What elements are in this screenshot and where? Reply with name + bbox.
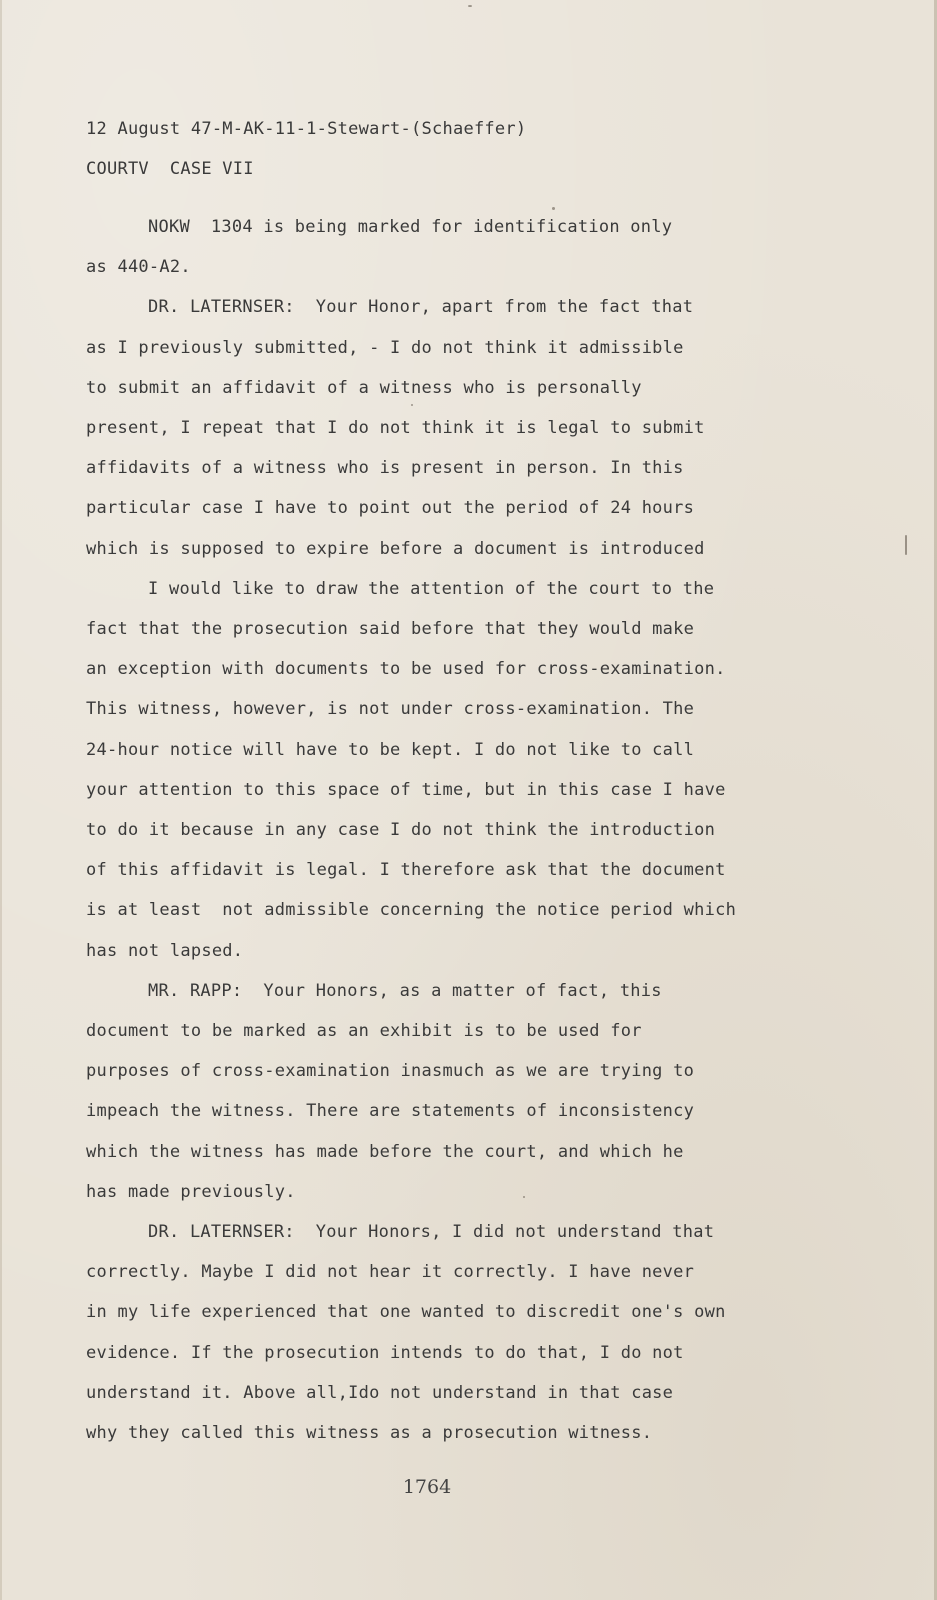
paper-speck — [552, 207, 555, 210]
paragraph-line: 24-hour notice will have to be kept. I do not like to call — [86, 740, 695, 760]
paragraph-line: as I previously submitted, - I do not think it admissible — [86, 338, 684, 358]
paragraph-line: your attention to this space of time, but in this case I have — [86, 780, 726, 800]
paragraph-line: MR. RAPP: Your Honors, as a matter of fact, this — [148, 981, 662, 1001]
paragraph-line: which the witness has made before the court, and which he — [86, 1142, 684, 1162]
paragraph-line: present, I repeat that I do not think it is legal to submit — [86, 418, 705, 438]
paragraph-line: in my life experienced that one wanted to discredit one's own — [86, 1302, 726, 1322]
paper-speck — [523, 1196, 525, 1198]
court-case-line: COURTV CASE VII — [86, 159, 254, 179]
paragraph-line: affidavits of a witness who is present in person. In this — [86, 458, 684, 478]
paragraph-line: DR. LATERNSER: Your Honor, apart from the fact that — [148, 297, 694, 317]
paragraph-line: purposes of cross-examination inasmuch as we are trying to — [86, 1061, 695, 1081]
paragraph-line: has not lapsed. — [86, 941, 244, 961]
paragraph-line: is at least not admissible concerning the notice period which — [86, 900, 737, 920]
paragraph-line: evidence. If the prosecution intends to do that, I do not — [86, 1343, 684, 1363]
paper-speck — [468, 5, 472, 7]
paragraph-line: impeach the witness. There are statements of inconsistency — [86, 1101, 695, 1121]
paragraph-line: to do it because in any case I do not think the introduction — [86, 820, 716, 840]
paragraph-line: I would like to draw the attention of the court to the — [148, 579, 715, 599]
paragraph-line: an exception with documents to be used for cross-examination. — [86, 659, 726, 679]
paragraph-line: why they called this witness as a prosecution witness. — [86, 1423, 653, 1443]
paragraph-line: understand it. Above all,Ido not understand in that case — [86, 1383, 674, 1403]
paragraph-line: fact that the prosecution said before that they would make — [86, 619, 695, 639]
paragraph-line: of this affidavit is legal. I therefore ask that the document — [86, 860, 726, 880]
paragraph-line: which is supposed to expire before a document is introduced — [86, 539, 705, 559]
paragraph-line: as 440-A2. — [86, 257, 191, 277]
paragraph-line: correctly. Maybe I did not hear it correctly. I have never — [86, 1262, 695, 1282]
paragraph-line: has made previously. — [86, 1182, 296, 1202]
header-line: 12 August 47-M-AK-11-1-Stewart-(Schaeffer) — [86, 119, 527, 139]
paragraph-line: to submit an affidavit of a witness who is personally — [86, 378, 642, 398]
paragraph-line: document to be marked as an exhibit is to be used for — [86, 1021, 642, 1041]
paragraph-line: NOKW 1304 is being marked for identification only — [148, 217, 673, 237]
paper-speck — [411, 404, 413, 406]
paper-speck — [905, 535, 907, 555]
paragraph-line: This witness, however, is not under cross-examination. The — [86, 699, 695, 719]
page-number: 1764 — [402, 1476, 452, 1498]
paragraph-line: DR. LATERNSER: Your Honors, I did not understand that — [148, 1222, 715, 1242]
paragraph-line: particular case I have to point out the period of 24 hours — [86, 498, 695, 518]
